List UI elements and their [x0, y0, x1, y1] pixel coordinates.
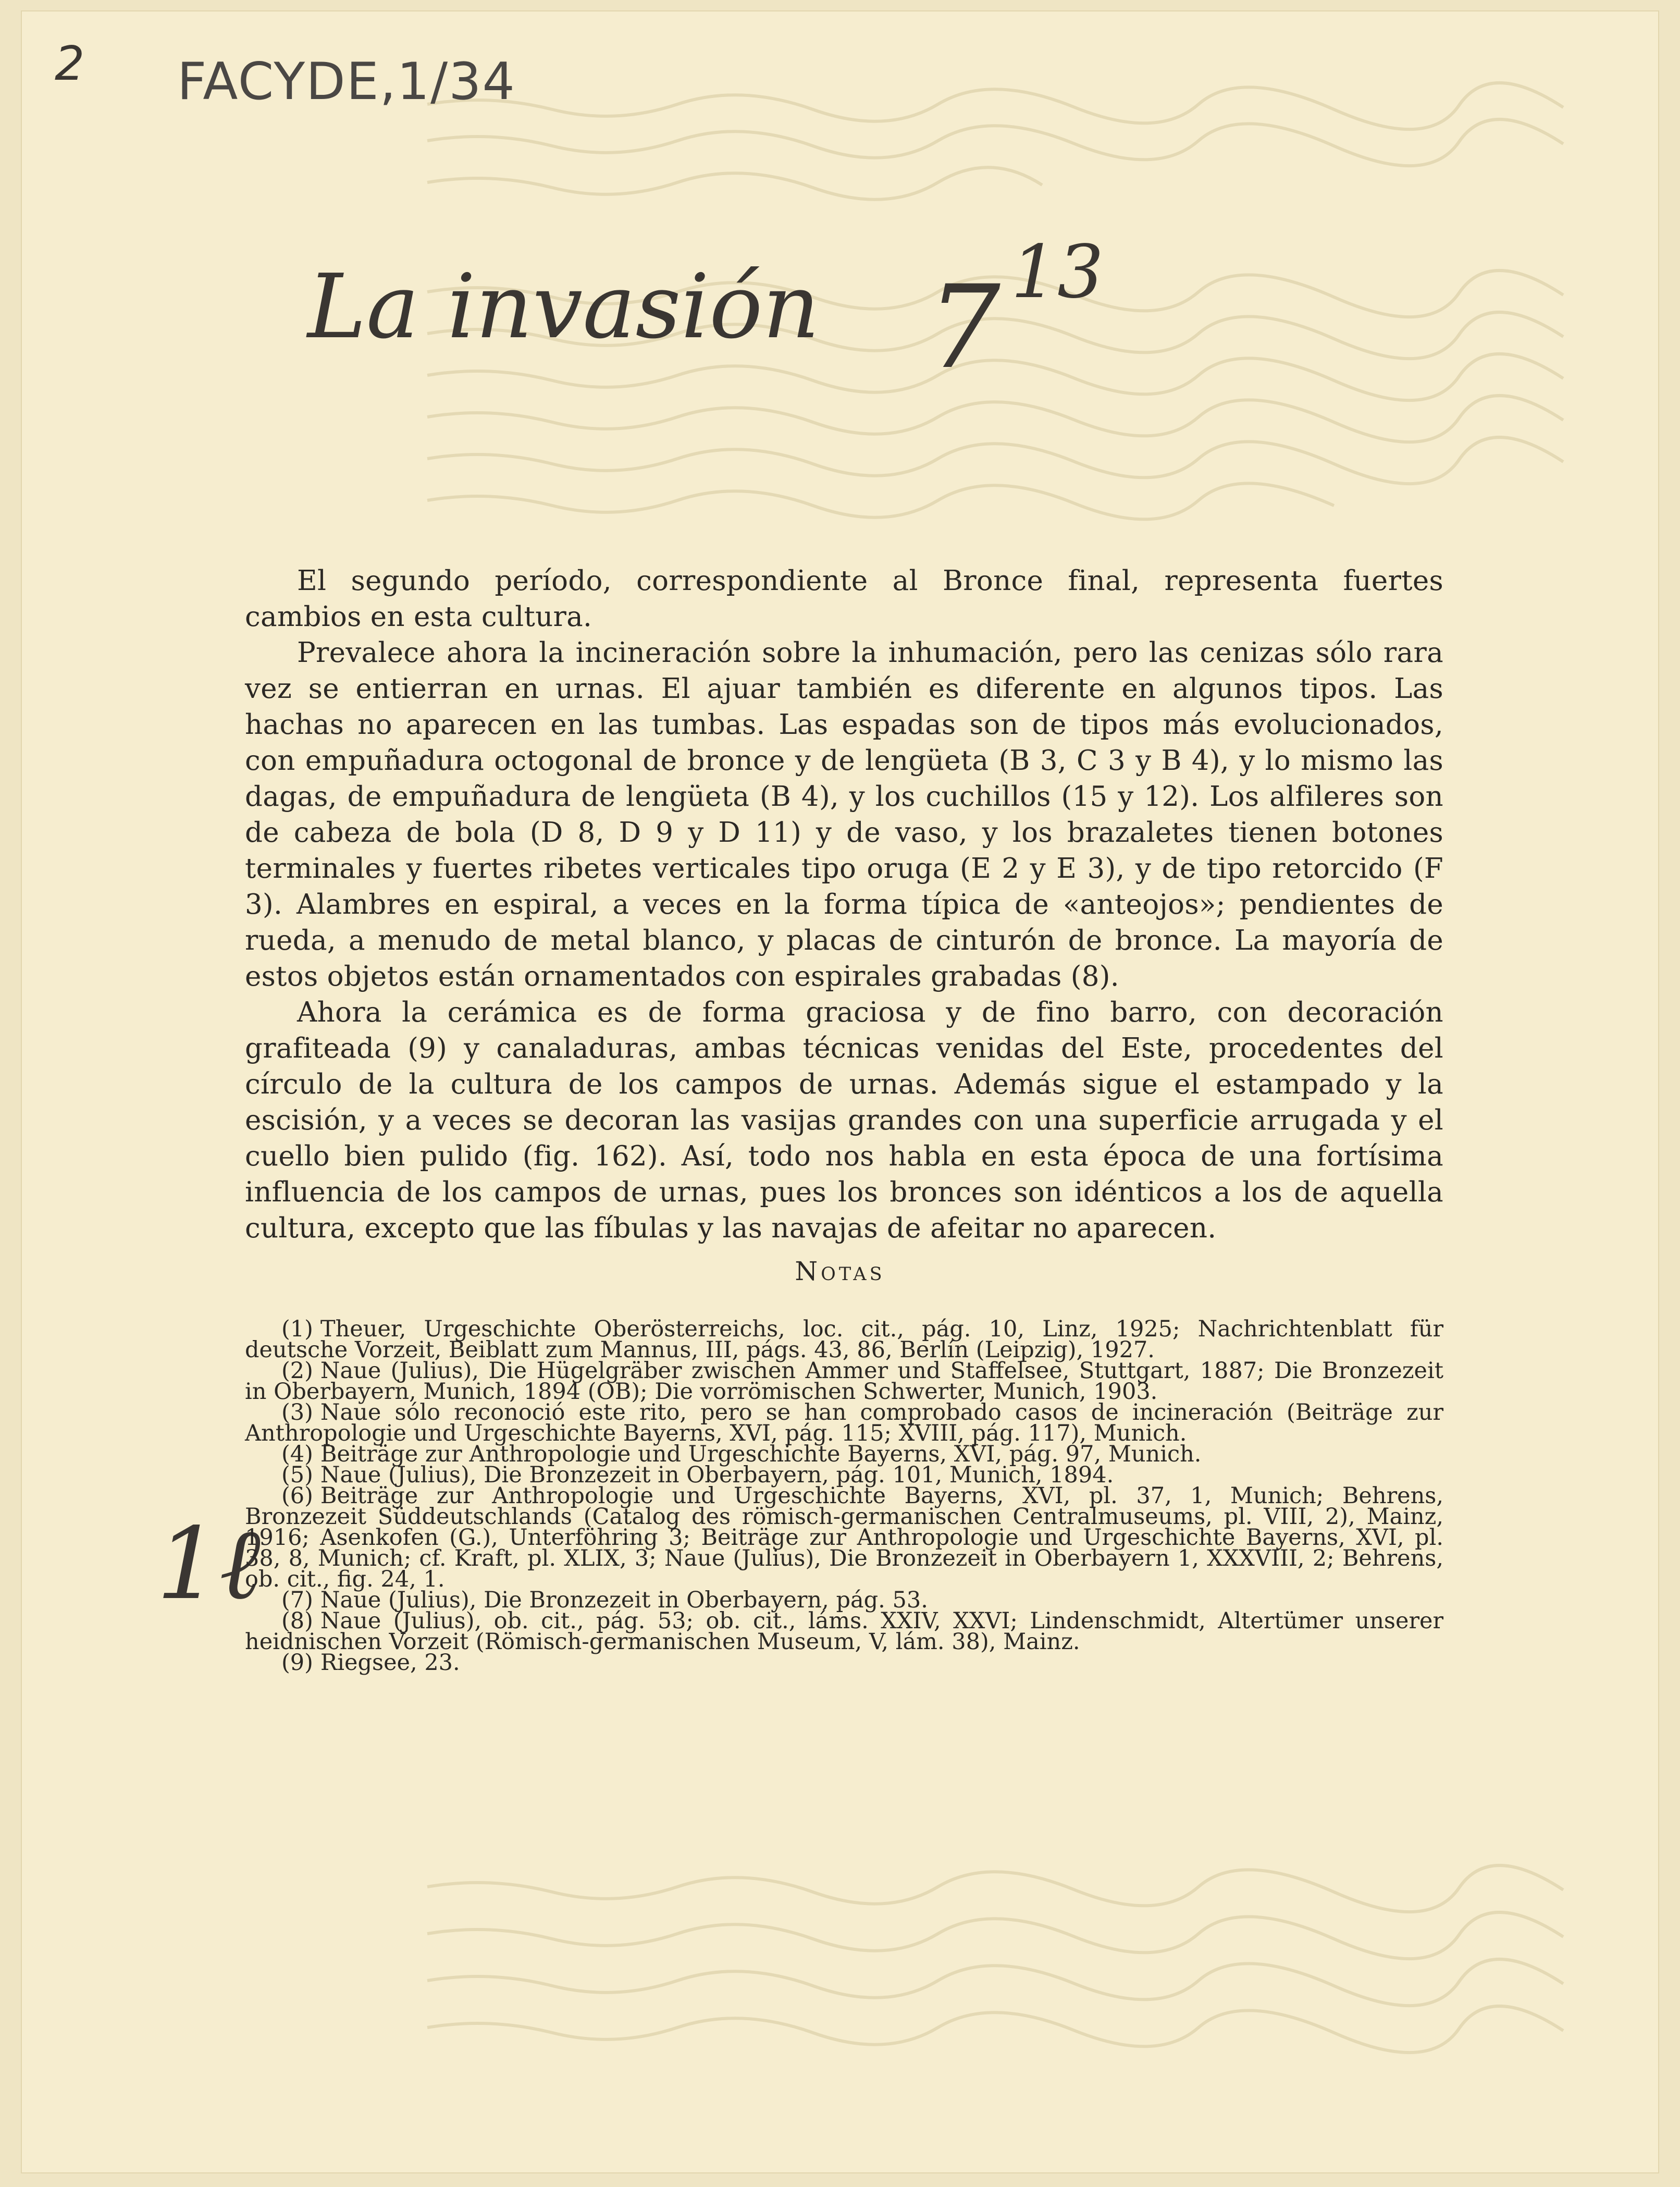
note-item — [245, 1441, 1443, 1467]
note-number: (1) — [281, 1316, 313, 1342]
note-number: (2) — [281, 1358, 313, 1384]
paragraph: Ahora la cerámica es de forma graciosa y de fino barro, con decoración grafiteada (9) y canaladuras, ambas técnicas venidas del Este, procedentes del círculo de la cultura de los campos de urnas. Además sigue el estampado y la escisión, y a veces se decoran las vasijas grandes con una superficie arrugada y el cuello bien pulido (fig. 162). Así, todo nos habla en esta época de una fortísima influencia de los campos de urnas, pues los bronces son idénticos a los de aquella cultura, excepto que las fíbulas y las navajas de afeitar no aparecen. — [245, 997, 1443, 1244]
handwritten-number-sup: 13 — [1010, 229, 1104, 315]
archive-reference: FACYDE,1/34 — [177, 52, 516, 112]
note-number: (7) — [281, 1587, 313, 1613]
note-item — [245, 1587, 1443, 1613]
handwritten-number — [928, 229, 1104, 394]
note-item — [245, 1399, 1443, 1446]
note-number: (5) — [281, 1462, 313, 1488]
note-number: (8) — [281, 1608, 313, 1634]
note-text: Naue sólo reconoció este rito, pero se han comprobado casos de incineración (Beiträge zur Anthropologie und Urgeschichte Bayerns, XVI, pág. 115; XVIII, pág. 117), Munich. — [245, 1399, 1443, 1446]
note-text: Naue (Julius), Die Hügelgräber zwischen Ammer und Staffelsee, Stuttgart, 1887; Die Bronzezeit in Oberbayern, Munich, 1894 (OB); Die vorrömischen Schwerter, Munich, 1903. — [245, 1358, 1443, 1405]
note-text: Theuer, Urgeschichte Oberösterreichs, loc. cit., pág. 10, Linz, 1925; Nachrichtenblatt für deutsche Vorzeit, Beiblatt zum Mannus, III, págs. 43, 86, Berlín (Leipzig), 1927. — [245, 1316, 1443, 1363]
note-number: (9) — [281, 1650, 313, 1676]
note-text: Naue (Julius), ob. cit., pág. 53; ob. cit., láms. XXIV, XXVI; Lindenschmidt, Altertümer unserer heidnischen Vorzeit (Römisch-germanischen Museum, V, lám. 38), Mainz. — [245, 1608, 1443, 1655]
note-item — [245, 1485, 1443, 1590]
note-item — [245, 1358, 1443, 1405]
archive-number: 2 — [55, 36, 85, 91]
notes-heading: Notas — [795, 1256, 885, 1286]
note-text: Naue (Julius), Die Bronzezeit in Oberbayern, pág. 53. — [320, 1587, 928, 1613]
note-number: (3) — [281, 1399, 313, 1426]
note-text: Naue (Julius), Die Bronzezeit in Oberbayern, pág. 101, Munich, 1894. — [320, 1462, 1114, 1488]
note-text: Beiträge zur Anthropologie und Urgeschichte Bayerns, XVI, pág. 97, Munich. — [320, 1441, 1202, 1467]
margin-mark: 1ℓ — [156, 1506, 261, 1621]
paragraph: El segundo período, correspondiente al Bronce final, representa fuertes cambios en esta cultura. — [245, 565, 1443, 633]
note-item — [245, 1462, 1443, 1488]
note-text: Beiträge zur Anthropologie und Urgeschichte Bayerns, XVI, pl. 37, 1, Munich; Behrens, Bronzezeit Süddeutschlands (Catalog des römisch-germanischen Centralmuseums, pl. VIII, 2), Mainz, 1916; Asenkofen (G.), Unterföhring 3; Beiträge zur Anthropologie und Urgeschichte Bayerns, XVI, pl. 38, 8, Munich; cf. Kraft, pl. XLIX, 3; Naue (Julius), Die Bronzezeit in Oberbayern 1, XXXVIII, 2; Behrens, ob. cit., fig. 24, 1. — [245, 1483, 1443, 1592]
handwritten-number-main: 7 — [928, 261, 1000, 394]
note-item — [245, 1608, 1443, 1655]
note-item — [245, 1316, 1443, 1363]
note-text: Riegsee, 23. — [320, 1650, 460, 1676]
note-number: (4) — [281, 1441, 313, 1467]
handwritten-title: La invasión — [307, 255, 820, 359]
notes-list — [245, 1316, 1443, 1676]
note-number: (6) — [281, 1483, 313, 1509]
body-text — [245, 563, 1443, 1246]
note-item — [245, 1650, 1443, 1676]
paragraph: Prevalece ahora la incineración sobre la inhumación, pero las cenizas sólo rara vez se entierran en urnas. El ajuar también es diferente en algunos tipos. Las hachas no aparecen en las tumbas. Las espadas son de tipos más evolucionados, con empuñadura octogonal de bronce y de lengüeta (B 3, C 3 y B 4), y lo mismo las dagas, de empuñadura de lengüeta (B 4), y los cuchillos (15 y 12). Los alfileres son de cabeza de bola (D 8, D 9 y D 11) y de vaso, y los brazaletes tienen botones terminales y fuertes ribetes verticales tipo oruga (E 2 y E 3), y de tipo retorcido (F 3). Alambres en espiral, a veces en la forma típica de «anteojos»; pendientes de rueda, a menudo de metal blanco, y placas de cinturón de bronce. La mayoría de estos objetos están ornamentados con espirales grabadas (8). — [245, 637, 1443, 992]
